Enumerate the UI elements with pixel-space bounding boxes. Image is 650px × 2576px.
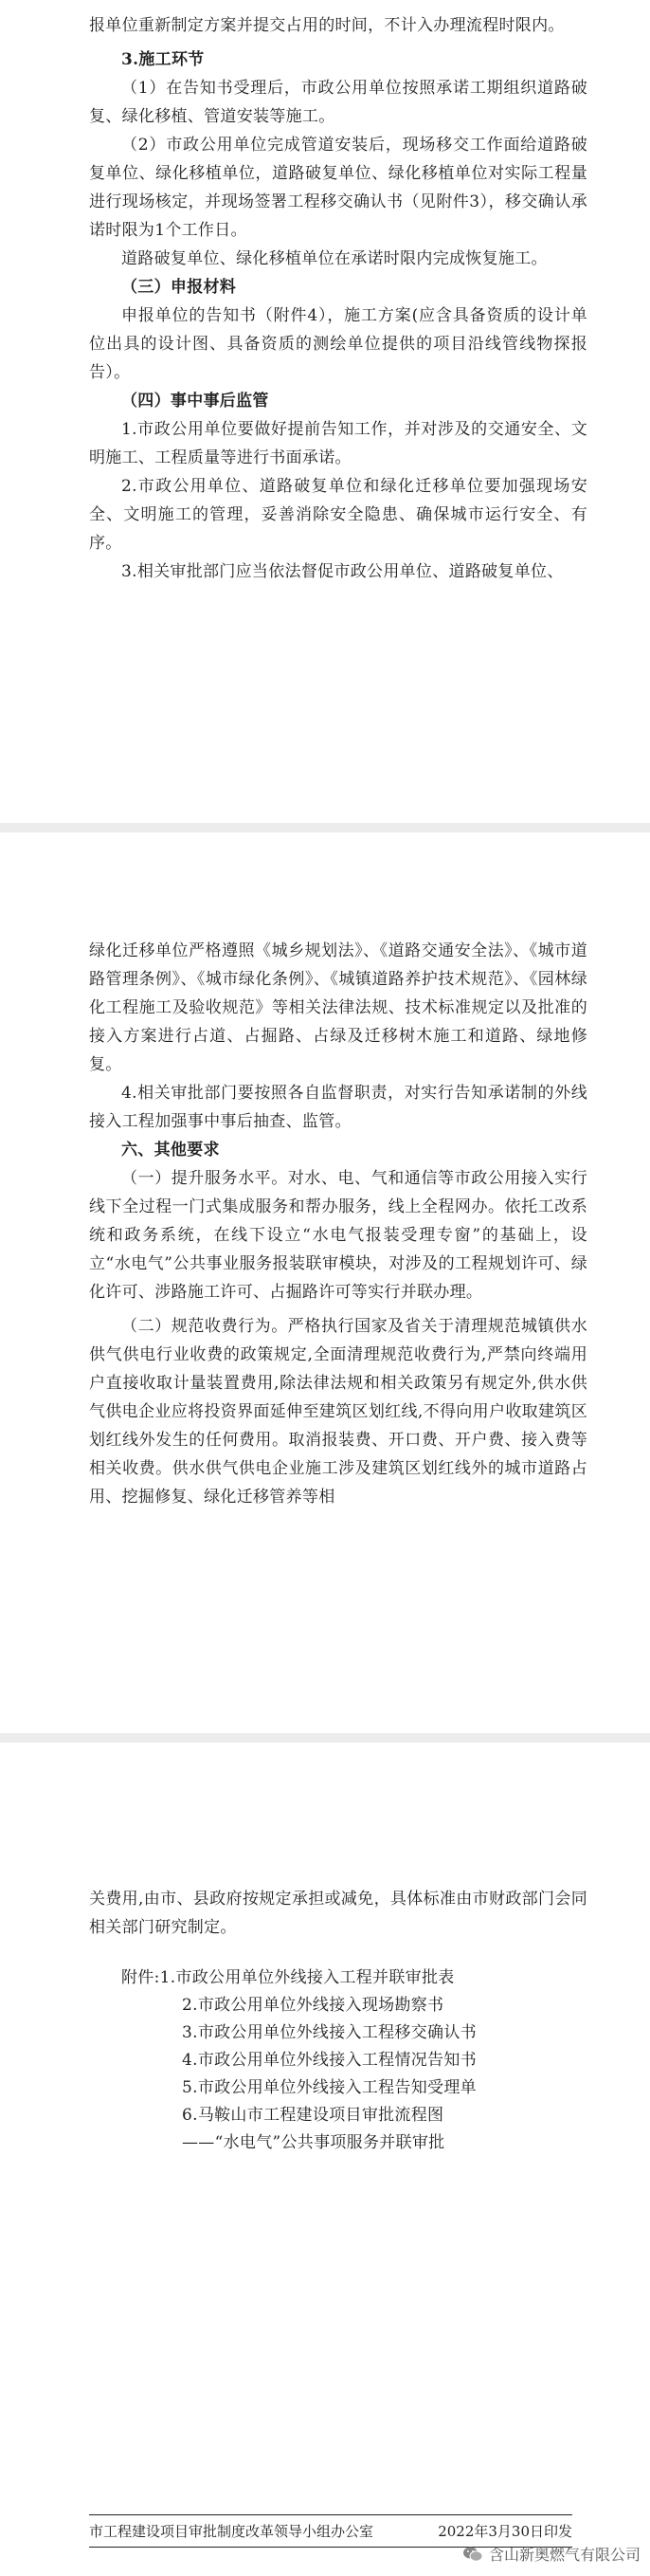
attachment-item: 附件:1.市政公用单位外线接入工程并联审批表 (121, 1968, 455, 1987)
attachment-item: ——“水电气”公共事项服务并联审批 (182, 2133, 445, 2152)
paragraph: 申报单位的告知书（附件4），施工方案(应含具备资质的设计单位出具的设计图、具备资质的测绘单位提供的项目沿线管线物探报告）。 (89, 306, 587, 382)
footer-rule-top (89, 2514, 572, 2515)
attachment-item: 4.市政公用单位外线接入工程情况告知书 (182, 2051, 477, 2070)
page-gap (0, 823, 650, 832)
paragraph: （1）在告知书受理后，市政公用单位按照承诺工期组织道路破复、绿化移植、管道安装等施工。 (89, 79, 587, 126)
paragraph: 关费用,由市、县政府按规定承担或减免，具体标准由市财政部门会同相关部门研究制定。 (89, 1890, 587, 1937)
attachment-item: 3.市政公用单位外线接入工程移交确认书 (182, 2023, 477, 2042)
watermark-text: 含山新奥燃气有限公司 (488, 2546, 641, 2564)
attachment-item: 5.市政公用单位外线接入工程告知受理单 (182, 2078, 477, 2097)
page-gap (0, 1733, 650, 1743)
page-1 (0, 0, 650, 823)
issuing-office: 市工程建设项目审批制度改革领导小组办公室 (89, 2523, 374, 2540)
section-heading: 3.施工环节 (121, 50, 205, 69)
paragraph: 1.市政公用单位要做好提前告知工作，并对涉及的交通安全、文明施工、工程质量等进行书面承诺。 (89, 420, 587, 467)
paragraph: 3.相关审批部门应当依法督促市政公用单位、道路破复单位、 (121, 562, 564, 581)
attachment-list (121, 1964, 587, 2157)
issue-date: 2022年3月30日印发 (438, 2523, 572, 2540)
paragraph: （2）市政公用单位完成管道安装后，现场移交工作面给道路破复单位、绿化移植单位，道路破复单位、绿化移植单位对实际工程量进行现场核定，并现场签署工程移交确认书（见附件3），移交确认承诺时限为1个工作日。 (89, 136, 587, 240)
attachment-item: 2.市政公用单位外线接入现场勘察书 (182, 1996, 444, 2015)
paragraph: （一）提升服务水平。对水、电、气和通信等市政公用接入实行线下全过程一门式集成服务和帮办服务，线上全程网办。依托工改系统和政务系统，在线下设立“水电气报装受理专窗”的基础上，设立“水电气”公共事业服务报装联审模块，对涉及的工程规划许可、绿化许可、涉路施工许可、占掘路许可等实行并联办理。 (89, 1169, 587, 1302)
paragraph: （二）规范收费行为。严格执行国家及省关于清理规范城镇供水供气供电行业收费的政策规定,全面清理规范收费行为,严禁向终端用户直接收取计量装置费用,除法律法规和相关政策另有规定外,供水供气供电企业应将投资界面延伸至建筑区划红线,不得向用户收取建筑区划红线外发生的任何费用。取消报装费、开口费、开户费、接入费等相关收费。供水供气供电企业施工涉及建筑区划红线外的城市道路占用、挖掘修复、绿化迁移管养等相 (89, 1317, 587, 1507)
section-heading: （三）申报材料 (121, 278, 237, 297)
paragraph: 2.市政公用单位、道路破复单位和绿化迁移单位要加强现场安全、文明施工的管理，妥善消除安全隐患、确保城市运行安全、有序。 (89, 477, 587, 553)
page-3 (0, 1743, 650, 2576)
page-2 (0, 832, 650, 1733)
section-heading: 六、其他要求 (121, 1141, 220, 1160)
wechat-icon (462, 2546, 483, 2563)
section-heading: （四）事中事后监管 (121, 392, 269, 411)
paragraph: 绿化迁移单位严格遵照《城乡规划法》、《道路交通安全法》、《城市道路管理条例》、《城市绿化条例》、《城镇道路养护技术规范》、《园林绿化工程施工及验收规范》等相关法律法规、技术标准规定以及批准的接入方案进行占道、占掘路、占绿及迁移树木施工和道路、绿地修复。 (89, 941, 587, 1074)
paragraph: 报单位重新制定方案并提交占用的时间，不计入办理流程时限内。 (89, 16, 565, 35)
paragraph: 道路破复单位、绿化移植单位在承诺时限内完成恢复施工。 (121, 249, 548, 268)
footer (89, 2521, 572, 2541)
attachment-item: 6.马鞍山市工程建设项目审批流程图 (182, 2106, 444, 2125)
paragraph: 4.相关审批部门要按照各自监督职责，对实行告知承诺制的外线接入工程加强事中事后抽查、监管。 (89, 1084, 587, 1131)
watermark (462, 2543, 641, 2565)
